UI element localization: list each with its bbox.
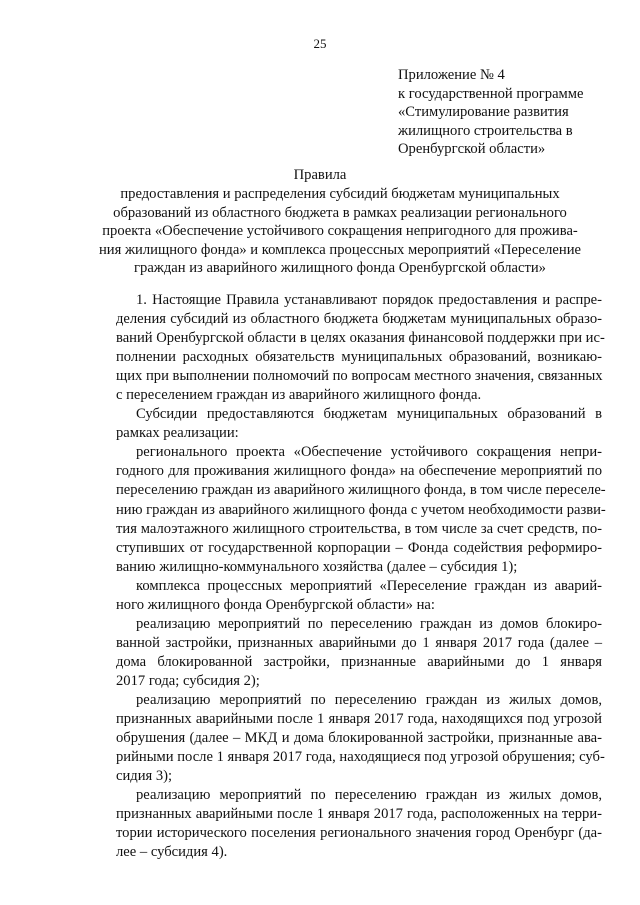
subtitle-line: ния жилищного фонда» и комплекса процессных мероприятий «Переселение (98, 241, 582, 258)
body-line: рийными после 1 января 2017 года, находящиеся под угрозой обрушения; суб- (116, 749, 605, 766)
body-line: рамках реализации: (116, 425, 239, 442)
body-line: ступивших от государственной корпорации – Фонда содействия реформиро- (116, 539, 602, 556)
body-line: реализацию мероприятий по переселению граждан из жилых домов, (136, 691, 602, 708)
body-line: 2017 года; субсидия 2); (116, 672, 260, 689)
document-title: Правила (293, 167, 347, 183)
body-text (116, 291, 606, 862)
body-line: деления субсидий из областного бюджета бюджетам муниципальных образо- (116, 311, 602, 328)
body-line: с переселением граждан из аварийного жилищного фонда. (116, 387, 482, 404)
body-line: обрушения (далее – МКД и дома блокированной застройки, признанные ава- (116, 730, 602, 747)
body-line: щих при выполнении полномочий по вопросам местного значения, связанных (116, 368, 603, 385)
body-line: признанных аварийными после 1 января 2017 года, находящихся под угрозой (116, 711, 602, 728)
body-line: комплекса процессных мероприятий «Переселение граждан из аварий- (136, 577, 602, 594)
subtitle-line: образований из областного бюджета в рамках реализации регионального (113, 204, 567, 221)
body-line: 1. Настоящие Правила устанавливают порядок предоставления и распре- (136, 292, 602, 308)
appendix-line: к государственной программе (398, 85, 584, 102)
body-line: переселению граждан из аварийного жилищного фонда, в том числе переселе- (116, 482, 606, 499)
page-number: 25 (313, 36, 327, 51)
body-line: регионального проекта «Обеспечение устойчивого сокращения непри- (136, 444, 602, 461)
body-line: сидия 3); (116, 768, 173, 785)
body-line: нию граждан из аварийного жилищного фонда с учетом необходимости разви- (116, 501, 606, 518)
subtitle-line: граждан из аварийного жилищного фонда Оренбургской области» (134, 260, 546, 277)
subtitle-line: предоставления и распределения субсидий бюджетам муниципальных (120, 186, 560, 202)
body-line: ваний Оренбургской области в целях оказания финансовой поддержки при ис- (116, 330, 605, 347)
appendix-line: Приложение № 4 (398, 67, 505, 83)
document-subtitle (90, 185, 590, 278)
body-line: ванной застройки, признанных аварийными до 1 января 2017 года (далее – (116, 634, 602, 651)
body-line: Субсидии предоставляются бюджетам муниципальных образований в (136, 406, 602, 423)
subtitle-line: проекта «Обеспечение устойчивого сокращения непригодного для прожива- (102, 223, 578, 240)
body-line: годного для проживания жилищного фонда» на обеспечение мероприятий по (116, 463, 602, 480)
appendix-line: Оренбургской области» (398, 141, 546, 158)
appendix-line: «Стимулирование развития (398, 104, 569, 121)
body-line: ванию жилищно-коммунального хозяйства (далее – субсидия 1); (116, 558, 518, 575)
body-line: лее – субсидия 4). (116, 844, 228, 861)
body-line: признанных аварийными после 1 января 2017 года, расположенных на терри- (116, 806, 602, 823)
body-line: ного жилищного фонда Оренбургской области» на: (116, 596, 435, 613)
body-line: реализацию мероприятий по переселению граждан из жилых домов, (136, 787, 602, 804)
appendix-block (398, 66, 633, 159)
body-line: реализацию мероприятий по переселению граждан из домов блокиро- (136, 615, 602, 632)
body-line: тия малоэтажного жилищного строительства, в том числе за счет средств, по- (116, 520, 602, 537)
appendix-line: жилищного строительства в (398, 122, 573, 139)
body-line: тории исторического поселения регионального значения город Оренбург (да- (116, 825, 602, 842)
body-line: полнении расходных обязательств муниципальных образований, возникаю- (116, 349, 602, 366)
body-line: дома блокированной застройки, признанные аварийными до 1 января (116, 653, 602, 670)
